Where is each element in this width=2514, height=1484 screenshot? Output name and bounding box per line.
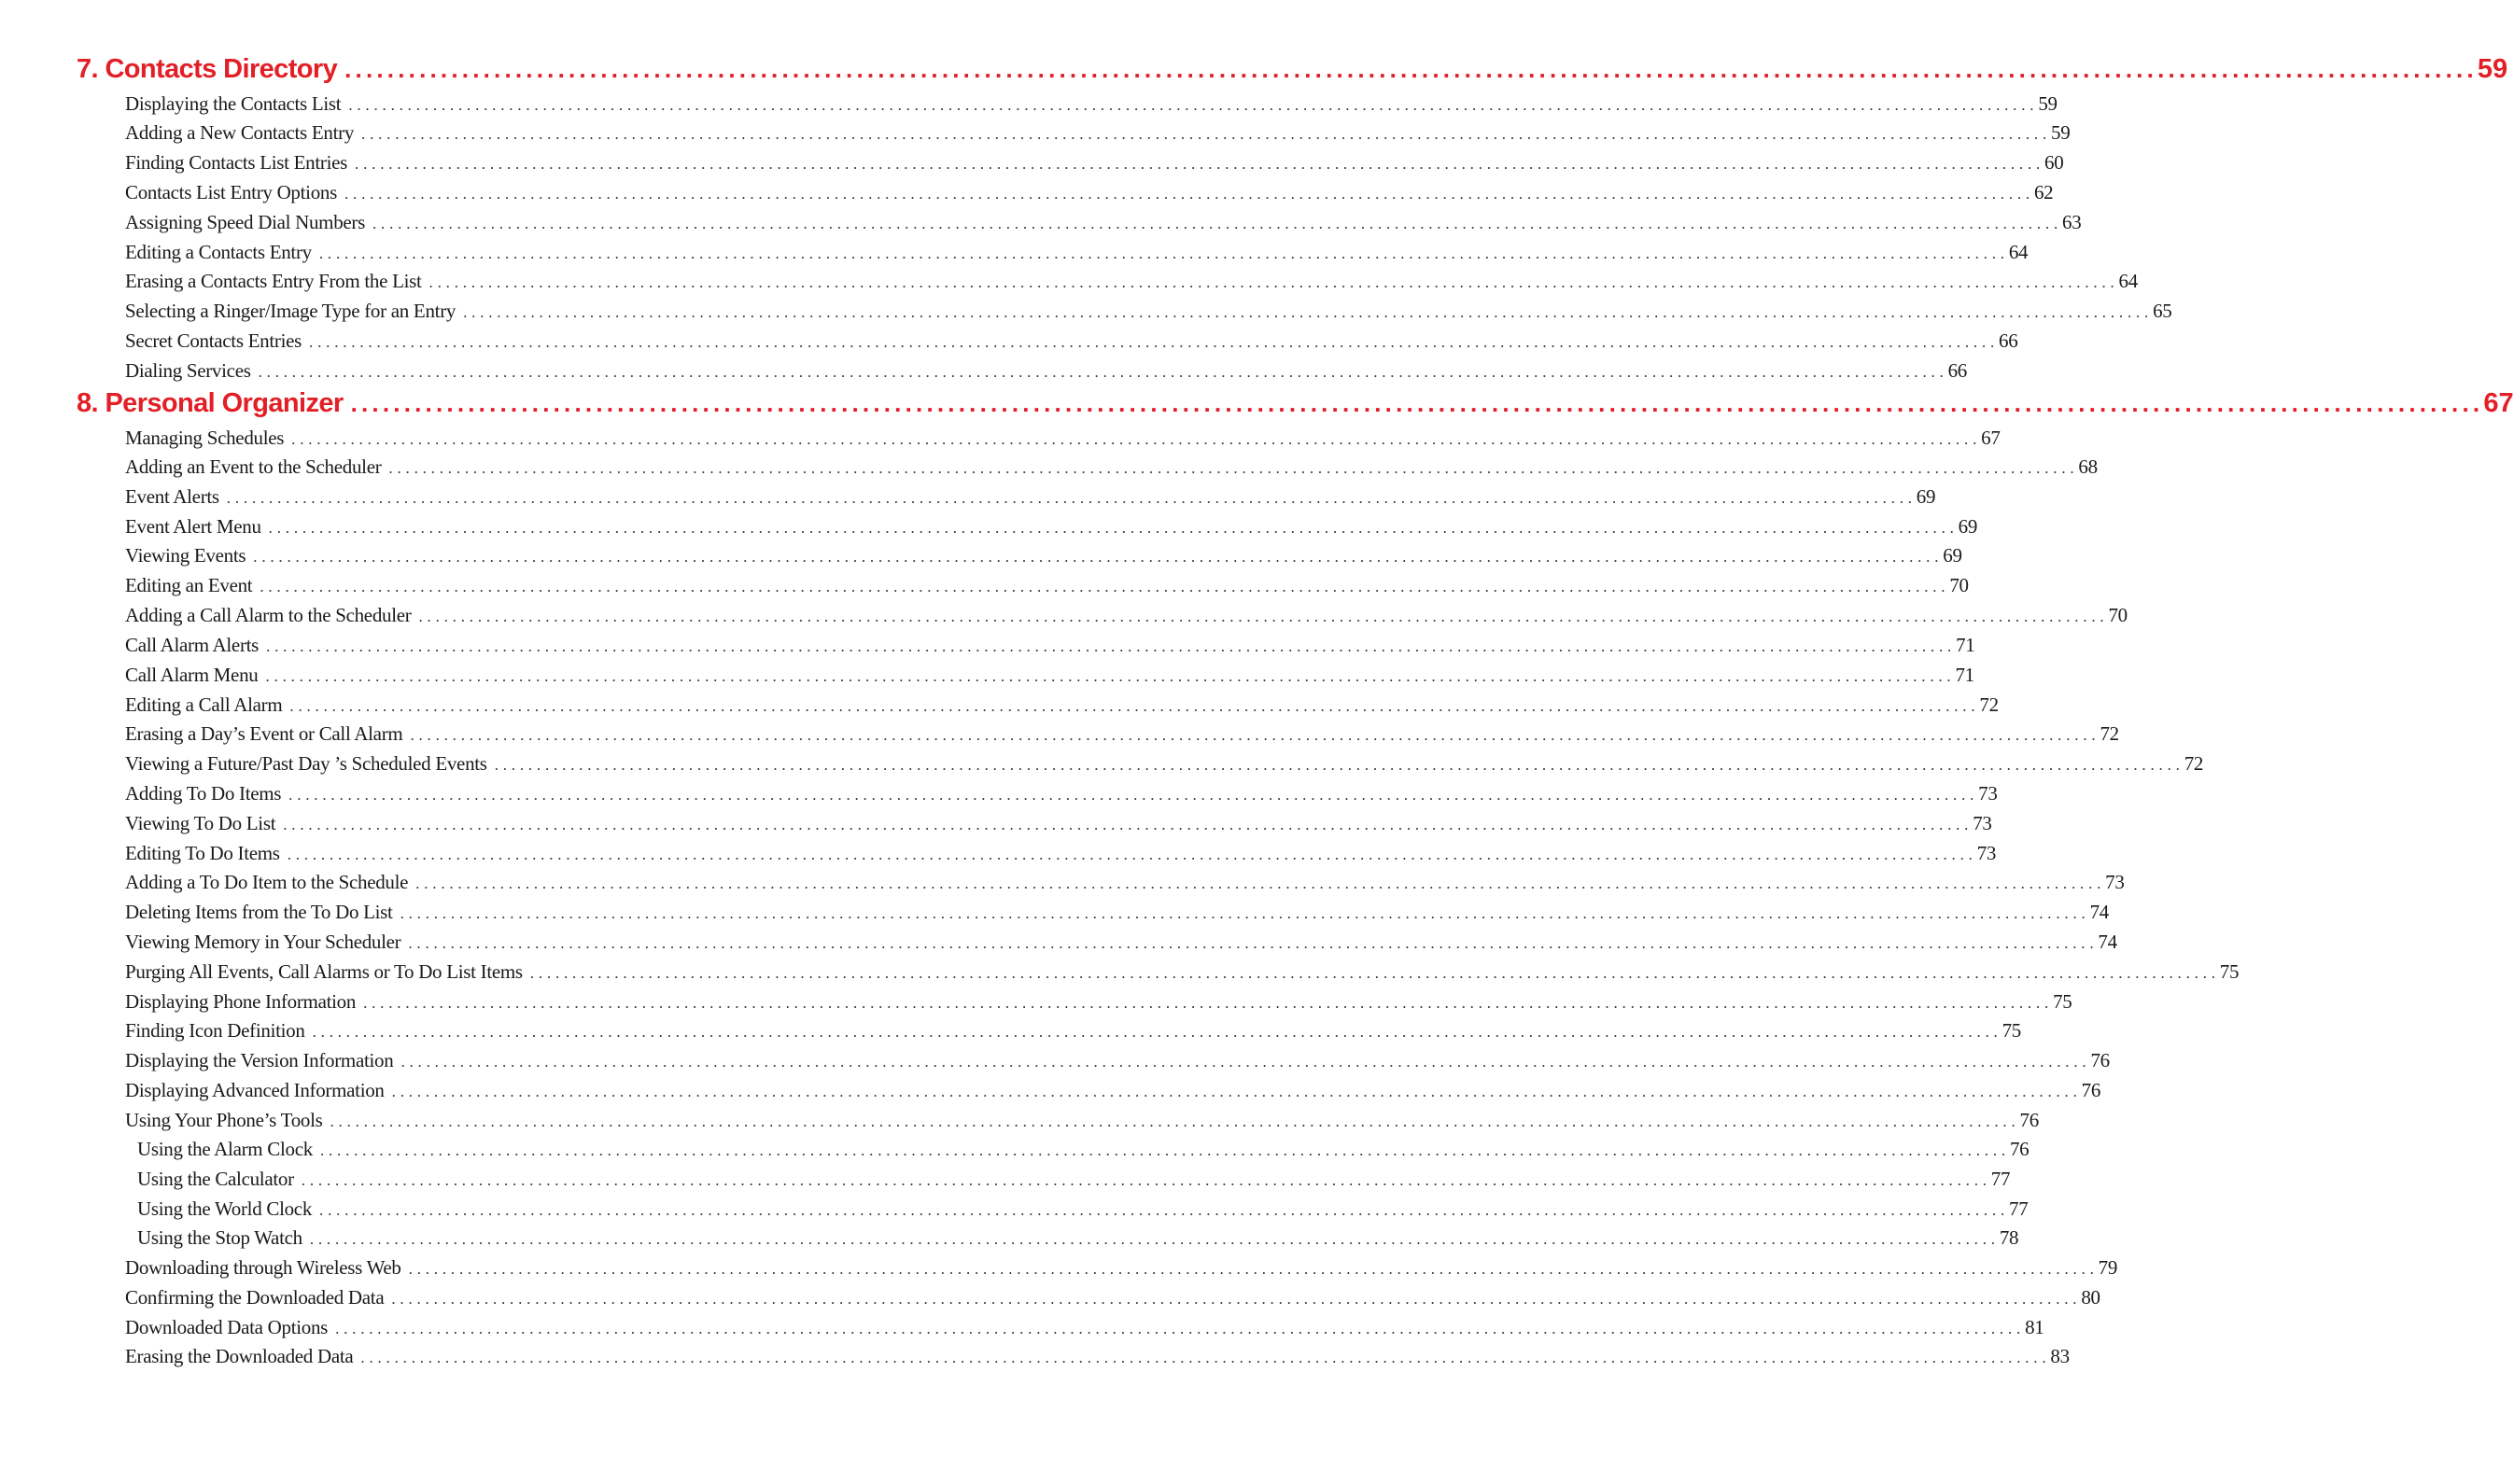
entry-title: Dialing Services: [125, 359, 251, 382]
entry-title: Call Alarm Alerts: [125, 634, 260, 656]
toc-entry[interactable]: [125, 752, 2204, 780]
entry-title: Assigning Speed Dial Numbers: [125, 211, 365, 233]
entry-title: Adding a To Do Item to the Schedule: [125, 871, 409, 893]
entry-title: Viewing Memory in Your Scheduler: [125, 931, 401, 953]
entry-title: Event Alerts: [125, 485, 219, 508]
dot-leader: ........................................................................................................................................................................................................: [288, 786, 1979, 804]
dot-leader: ........................................................................................................................................................................................................: [391, 1290, 2082, 1308]
toc-entry[interactable]: [125, 544, 1962, 572]
toc-entry[interactable]: [125, 960, 2240, 988]
toc-entry[interactable]: [125, 693, 1999, 721]
toc-entry[interactable]: [125, 990, 2072, 1018]
dot-leader: ........................................................................................................................................................................................................: [494, 756, 2184, 774]
entry-page-number: 69: [1943, 544, 1962, 567]
entry-page-number: 59: [2038, 92, 2058, 115]
entry-title: Call Alarm Menu: [125, 664, 259, 686]
toc-entry[interactable]: [125, 574, 1969, 602]
entry-page-number: 76: [2081, 1079, 2101, 1101]
entry-title: Erasing a Contacts Entry From the List: [125, 270, 422, 292]
toc-entry[interactable]: [125, 211, 2082, 239]
chapter-heading[interactable]: [77, 388, 2514, 426]
toc-entry[interactable]: [125, 871, 2125, 899]
entry-page-number: 77: [1990, 1168, 2011, 1190]
entry-page-number: 83: [2050, 1345, 2070, 1367]
toc-entry[interactable]: [125, 1109, 2039, 1137]
toc-entry[interactable]: [125, 812, 1992, 840]
dot-leader: ........................................................................................................................................................................................................: [428, 273, 2119, 291]
entry-page-number: 74: [2089, 901, 2109, 923]
entry-title: Selecting a Ringer/Image Type for an Entry: [125, 300, 456, 322]
entry-page-number: 71: [1955, 664, 1974, 686]
dot-leader: ........................................................................................................................................................................................................: [355, 155, 2045, 173]
chapter-page-number: 67: [2483, 388, 2514, 418]
entry-page-number: 66: [1947, 359, 1967, 382]
dot-leader: ........................................................................................................................................................................................................: [344, 185, 2034, 203]
toc-entry[interactable]: [125, 1316, 2044, 1344]
entry-title: Adding To Do Items: [125, 782, 282, 805]
toc-subentry[interactable]: [137, 1138, 2029, 1166]
toc-entry[interactable]: [125, 270, 2138, 298]
entry-page-number: 73: [1978, 782, 1998, 805]
entry-title: Using the Alarm Clock: [137, 1138, 313, 1160]
entry-title: Displaying Phone Information: [125, 990, 357, 1013]
entry-title: Viewing a Future/Past Day ’s Scheduled Events: [125, 752, 487, 775]
dot-leader: ........................................................................................................................................................................................................: [260, 578, 1950, 595]
dot-leader: ........................................................................................................................................................................................................: [372, 215, 2062, 232]
entry-page-number: 64: [2008, 241, 2029, 263]
dot-leader: ........................................................................................................................................................................................................: [253, 548, 1944, 566]
toc-entry[interactable]: [125, 931, 2117, 959]
toc-entry[interactable]: [125, 121, 2071, 149]
toc-entry[interactable]: [125, 1019, 2021, 1047]
entry-page-number: 66: [1999, 329, 2018, 352]
dot-leader: ........................................................................................................................................................................................................: [415, 875, 2106, 892]
toc-entry[interactable]: [125, 241, 2029, 269]
entry-page-number: 80: [2081, 1286, 2100, 1309]
toc-entry[interactable]: [125, 329, 2018, 357]
entry-title: Viewing To Do List: [125, 812, 276, 834]
entry-title: Managing Schedules: [125, 427, 285, 449]
entry-page-number: 60: [2044, 151, 2064, 174]
entry-page-number: 77: [2009, 1197, 2029, 1220]
entry-page-number: 75: [2001, 1019, 2021, 1042]
toc-entry[interactable]: [125, 1079, 2101, 1107]
toc-entry[interactable]: [125, 455, 2098, 483]
dot-leader: ........................................................................................................................................................................................................: [344, 55, 2478, 83]
dot-leader: ........................................................................................................................................................................................................: [529, 964, 2220, 982]
chapter-title: 8. Personal Organizer: [77, 388, 344, 418]
entry-page-number: 62: [2033, 181, 2054, 203]
entry-title: Using the World Clock: [137, 1197, 313, 1220]
entry-page-number: 76: [2019, 1109, 2039, 1131]
entry-page-number: 73: [2105, 871, 2125, 893]
dot-leader: ........................................................................................................................................................................................................: [309, 333, 2000, 351]
entry-page-number: 72: [2184, 752, 2204, 775]
entry-title: Downloading through Wireless Web: [125, 1256, 401, 1279]
dot-leader: ........................................................................................................................................................................................................: [268, 519, 1959, 537]
entry-page-number: 76: [2090, 1049, 2110, 1071]
entry-title: Downloaded Data Options: [125, 1316, 329, 1338]
dot-leader: ........................................................................................................................................................................................................: [400, 1053, 2091, 1071]
dot-leader: ........................................................................................................................................................................................................: [287, 846, 1977, 863]
dot-leader: ........................................................................................................................................................................................................: [348, 96, 2039, 114]
toc-entry[interactable]: [125, 782, 1998, 810]
entry-title: Editing a Call Alarm: [125, 693, 283, 716]
entry-title: Deleting Items from the To Do List: [125, 901, 393, 923]
toc-entry[interactable]: [125, 485, 1936, 513]
dot-leader: ........................................................................................................................................................................................................: [360, 1349, 2051, 1366]
entry-page-number: 75: [2219, 960, 2240, 983]
entry-page-number: 79: [2098, 1256, 2118, 1279]
dot-leader: ........................................................................................................................................................................................................: [363, 994, 2054, 1012]
dot-leader: ........................................................................................................................................................................................................: [408, 1260, 2099, 1278]
toc-subentry[interactable]: [137, 1197, 2029, 1225]
entry-page-number: 63: [2062, 211, 2082, 233]
entry-title: Finding Contacts List Entries: [125, 151, 348, 174]
toc-entry[interactable]: [125, 1256, 2118, 1284]
dot-leader: ........................................................................................................................................................................................................: [335, 1320, 2026, 1337]
dot-leader: ........................................................................................................................................................................................................: [301, 1171, 1991, 1189]
toc-entry[interactable]: [125, 1345, 2070, 1373]
entry-title: Confirming the Downloaded Data: [125, 1286, 385, 1309]
toc-entry[interactable]: [125, 1286, 2100, 1314]
entry-title: Erasing a Day’s Event or Call Alarm: [125, 722, 403, 745]
toc-entry[interactable]: [125, 1049, 2110, 1077]
dot-leader: ........................................................................................................................................................................................................: [418, 608, 2109, 625]
entry-page-number: 76: [2009, 1138, 2029, 1160]
entry-page-number: 74: [2098, 931, 2117, 953]
dot-leader: ........................................................................................................................................................................................................: [283, 816, 1973, 833]
entry-title: Contacts List Entry Options: [125, 181, 337, 203]
entry-page-number: 69: [1916, 485, 1936, 508]
entry-page-number: 73: [1976, 842, 1997, 864]
toc-entry[interactable]: [125, 634, 1975, 662]
entry-page-number: 67: [1981, 427, 2001, 449]
entry-page-number: 71: [1956, 634, 1975, 656]
entry-title: Editing To Do Items: [125, 842, 280, 864]
chapter-page-number: 59: [2477, 54, 2508, 84]
dot-leader: ........................................................................................................................................................................................................: [408, 934, 2099, 952]
dot-leader: ........................................................................................................................................................................................................: [291, 430, 1982, 448]
entry-page-number: 68: [2078, 455, 2098, 478]
dot-leader: ........................................................................................................................................................................................................: [265, 667, 1956, 685]
entry-title: Purging All Events, Call Alarms or To Do List Items: [125, 960, 523, 983]
entry-page-number: 78: [1999, 1226, 2019, 1249]
entry-title: Displaying the Contacts List: [125, 92, 342, 115]
toc-entry[interactable]: [125, 181, 2054, 209]
toc-entry[interactable]: [125, 722, 2119, 750]
entry-title: Event Alert Menu: [125, 515, 261, 538]
dot-leader: ........................................................................................................................................................................................................: [350, 389, 2484, 417]
dot-leader: ........................................................................................................................................................................................................: [309, 1230, 2000, 1248]
dot-leader: ........................................................................................................................................................................................................: [391, 1083, 2082, 1100]
entry-title: Using the Stop Watch: [137, 1226, 302, 1249]
dot-leader: ........................................................................................................................................................................................................: [400, 904, 2090, 922]
toc-entry[interactable]: [125, 901, 2109, 929]
dot-leader: ........................................................................................................................................................................................................: [318, 245, 2009, 262]
dot-leader: ........................................................................................................................................................................................................: [388, 459, 2079, 477]
entry-title: Secret Contacts Entries: [125, 329, 302, 352]
entry-title: Finding Icon Definition: [125, 1019, 305, 1042]
entry-page-number: 72: [2100, 722, 2119, 745]
dot-leader: ........................................................................................................................................................................................................: [319, 1201, 2010, 1219]
entry-page-number: 81: [2025, 1316, 2044, 1338]
toc-entry[interactable]: [125, 359, 1967, 387]
entry-page-number: 65: [2153, 300, 2172, 322]
toc-entry[interactable]: [125, 92, 2058, 120]
entry-page-number: 64: [2118, 270, 2138, 292]
dot-leader: ........................................................................................................................................................................................................: [226, 489, 1917, 507]
entry-title: Adding a New Contacts Entry: [125, 121, 355, 144]
entry-page-number: 59: [2051, 121, 2071, 144]
entry-title: Displaying the Version Information: [125, 1049, 394, 1071]
toc-entry[interactable]: [125, 151, 2064, 179]
entry-title: Using Your Phone’s Tools: [125, 1109, 323, 1131]
dot-leader: ........................................................................................................................................................................................................: [312, 1023, 2002, 1041]
dot-leader: ........................................................................................................................................................................................................: [410, 726, 2100, 744]
chapter-title: 7. Contacts Directory: [77, 54, 338, 84]
toc-subentry[interactable]: [137, 1168, 2011, 1196]
toc-subentry[interactable]: [137, 1226, 2019, 1254]
entry-page-number: 75: [2053, 990, 2072, 1013]
entry-title: Adding a Call Alarm to the Scheduler: [125, 604, 412, 626]
entry-page-number: 73: [1973, 812, 1992, 834]
entry-title: Editing a Contacts Entry: [125, 241, 312, 263]
toc-entry[interactable]: [125, 604, 2128, 632]
dot-leader: ........................................................................................................................................................................................................: [266, 637, 1957, 655]
entry-page-number: 69: [1958, 515, 1978, 538]
toc-entry[interactable]: [125, 515, 1978, 543]
dot-leader: ........................................................................................................................................................................................................: [258, 363, 1948, 381]
entry-page-number: 70: [1949, 574, 1969, 596]
dot-leader: ........................................................................................................................................................................................................: [361, 125, 2052, 143]
dot-leader: ........................................................................................................................................................................................................: [289, 697, 1980, 715]
toc-entry[interactable]: [125, 300, 2172, 328]
chapter-heading[interactable]: [77, 54, 2508, 91]
entry-title: Using the Calculator: [137, 1168, 294, 1190]
dot-leader: ........................................................................................................................................................................................................: [319, 1141, 2010, 1159]
entry-title: Viewing Events: [125, 544, 246, 567]
dot-leader: ........................................................................................................................................................................................................: [463, 303, 2154, 321]
entry-title: Adding an Event to the Scheduler: [125, 455, 382, 478]
toc-entry[interactable]: [125, 427, 2001, 455]
toc-entry[interactable]: [125, 842, 1997, 870]
entry-title: Erasing the Downloaded Data: [125, 1345, 354, 1367]
entry-title: Displaying Advanced Information: [125, 1079, 385, 1101]
dot-leader: ........................................................................................................................................................................................................: [330, 1113, 2020, 1130]
entry-page-number: 72: [1979, 693, 1999, 716]
entry-page-number: 70: [2108, 604, 2128, 626]
entry-title: Editing an Event: [125, 574, 253, 596]
toc-entry[interactable]: [125, 664, 1974, 692]
